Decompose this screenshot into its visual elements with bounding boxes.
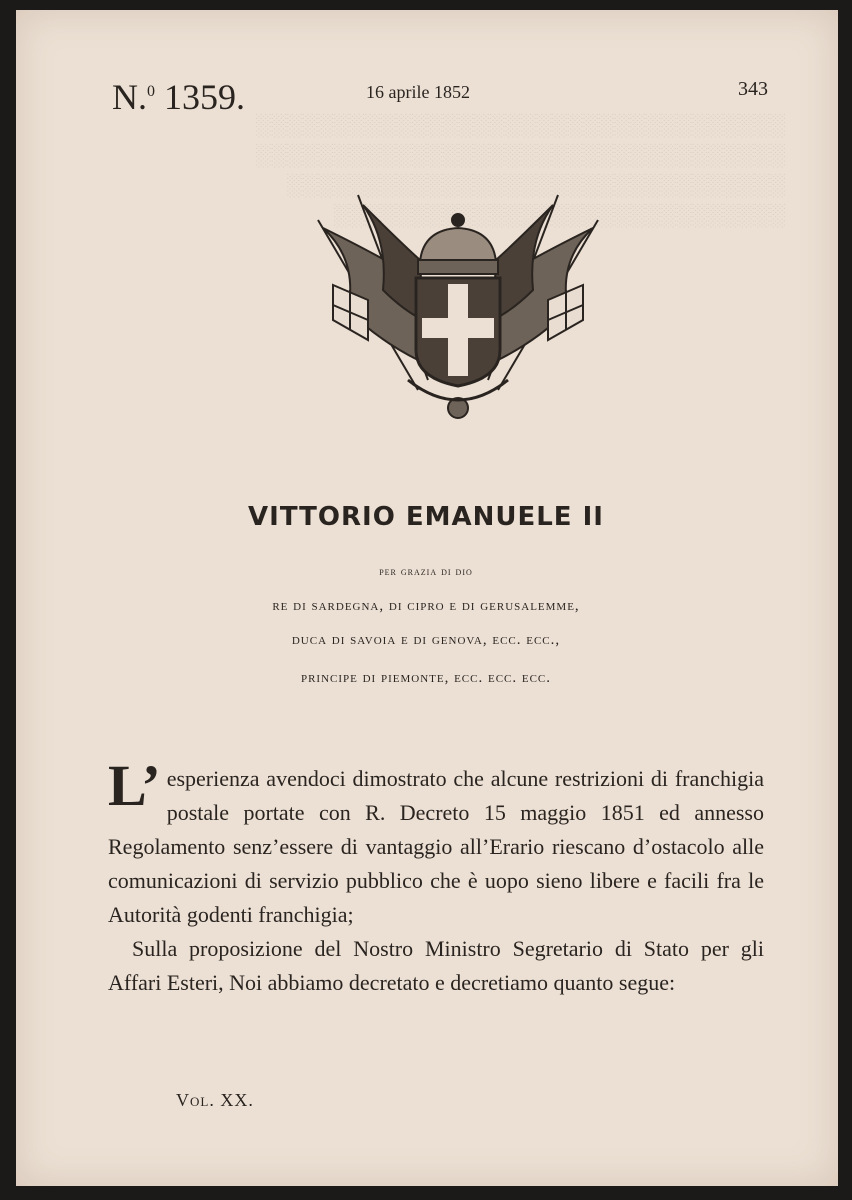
page-number: 343	[738, 78, 768, 100]
paragraph-1: L’ esperienza avendoci dimostrato che alcune restrizioni di franchigia postale portate con R. Decreto 15 maggio 1851 ed annesso Regolamento senz’essere di vantaggio all’Erario riescano d’ostacolo alle comunicazioni di servizio pubblico che è uopo sieno libere e facili fra le Autorità godenti franchigia;	[108, 753, 764, 927]
subtitle-line-4: principe di piemonte, ecc. ecc. ecc.	[300, 670, 552, 686]
subtitle-line-2: re di sardegna, di cipro e di gerusalemme,	[272, 598, 580, 614]
decree-body	[108, 753, 764, 1000]
subtitle-line-3: duca di savoia e di genova, ecc. ecc.,	[291, 632, 561, 648]
subtitle-line-1: per grazia di dio	[379, 564, 473, 578]
drop-cap: L’	[108, 753, 161, 818]
document-page	[16, 10, 838, 1186]
decree-number: N.$^0$ 1359.	[112, 77, 245, 117]
volume-marker: Vol. XX.	[176, 1090, 254, 1110]
decree-date: 16 aprile 1852	[366, 82, 470, 102]
savoy-coat-of-arms-icon	[308, 190, 608, 430]
bleed-through-text: ░░░░░░░░░░░░░░░░░░░░░░░░░░░░░░░░░░ ░░░░░░░░░░░░░░░░░░░░░░░░░░░░░░░░░░ ░░░░░░░░░░░░░░░░░░░░░░░░░░░░░░░░ ░░░░░░░░░░░░░░░░░░░░░░░░░░░░░	[256, 112, 786, 227]
sovereign-title: VITTORIO EMANUELE II	[248, 502, 604, 532]
paragraph-2: Sulla proposizione del Nostro Ministro Segretario di Stato per gli Affari Esteri, Noi abbiamo decretato e decretiamo quanto segue:	[108, 936, 764, 995]
